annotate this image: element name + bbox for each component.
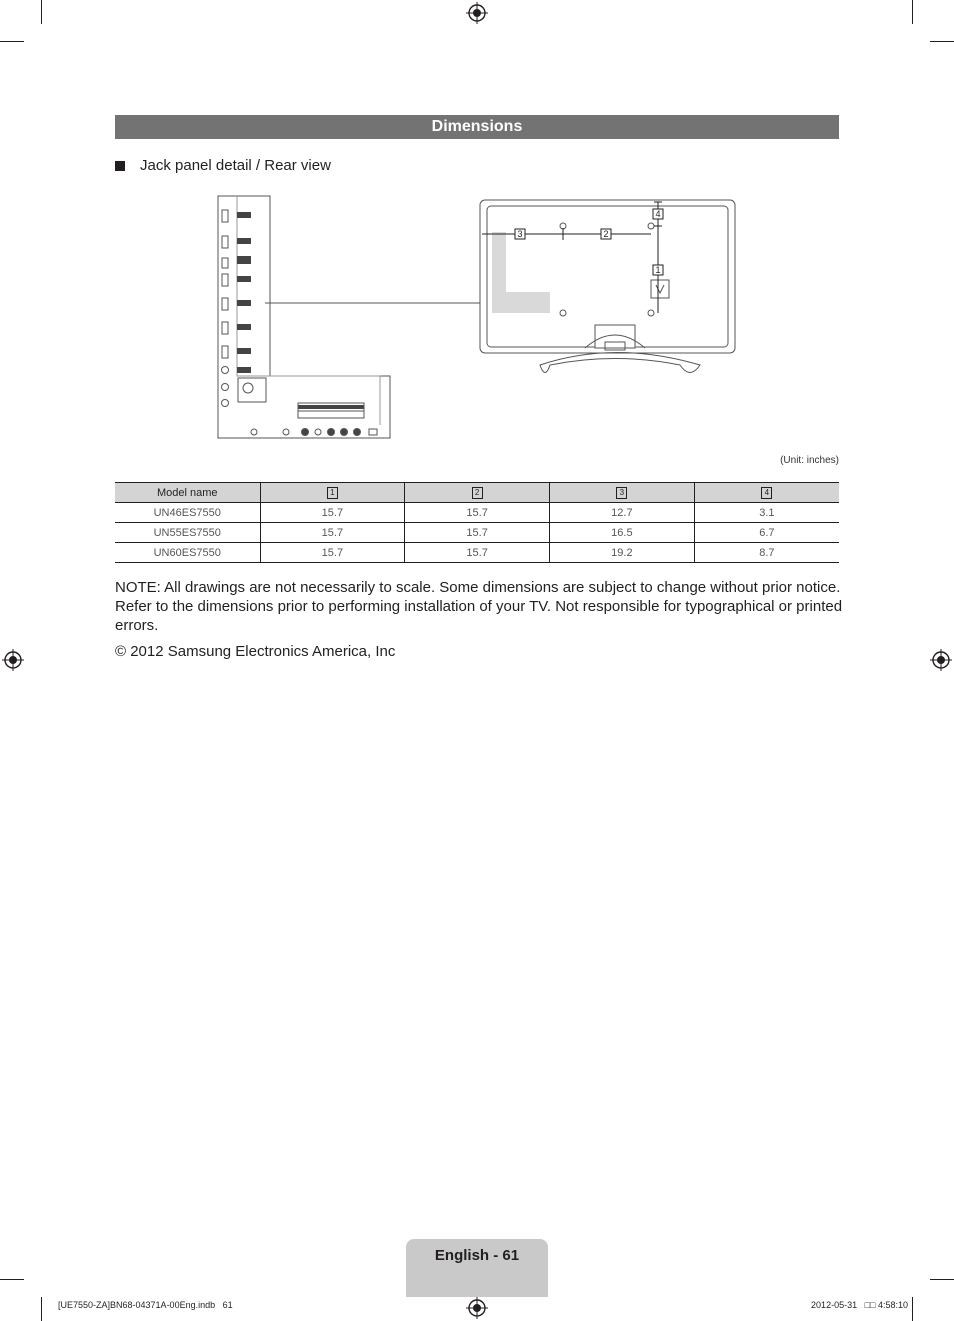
footer-date-info: 2012-05-31 □□ 4:58:10: [811, 1300, 908, 1310]
model-cell: UN46ES7550: [153, 506, 221, 519]
page-number-tab: [406, 1239, 548, 1297]
crop-mark: [0, 41, 24, 42]
note-text: : All drawings are not necessarily to scale. Some dimensions are subject to change without prior notice. Refer to the dimensions prior to performing installation of your TV. Not responsible for typographical or printed errors.: [115, 579, 843, 634]
table-row: [115, 503, 839, 523]
value-cell: 15.7: [405, 543, 550, 563]
jack-panel-drawing: [218, 196, 390, 438]
value-cell: 16.5: [550, 523, 695, 543]
value-cell: 15.7: [260, 543, 405, 563]
value-cell: 15.7: [405, 503, 550, 523]
column-header: 4: [761, 487, 772, 499]
crop-mark: [41, 1297, 42, 1321]
model-cell: UN60ES7550: [153, 546, 221, 559]
callout-2: 2: [603, 229, 609, 239]
column-header: 3: [616, 487, 627, 499]
subheading-row: [115, 157, 331, 174]
registration-mark-icon: [466, 1297, 488, 1319]
callout-3: 3: [517, 229, 523, 239]
footer-file-info: [UE7550-ZA]BN68-04371A-00Eng.indb 61: [58, 1300, 233, 1310]
callout-1: 1: [655, 265, 661, 275]
tv-rear-drawing: [480, 200, 735, 373]
registration-mark-icon: [2, 649, 24, 671]
unit-note: (Unit: inches): [780, 455, 839, 466]
dimensions-table: [115, 482, 839, 563]
value-cell: 19.2: [550, 543, 695, 563]
registration-mark-icon: [930, 649, 952, 671]
table-row: [115, 523, 839, 543]
crop-mark: [912, 0, 913, 24]
square-bullet-icon: [115, 161, 125, 171]
value-cell: 3.1: [694, 503, 839, 523]
model-cell: UN55ES7550: [153, 526, 221, 539]
table-row: [115, 543, 839, 563]
table-header-row: [115, 483, 839, 503]
column-header: 1: [327, 487, 338, 499]
crop-mark: [912, 1297, 913, 1321]
crop-mark: [930, 1279, 954, 1280]
column-header: 2: [472, 487, 483, 499]
note-paragraph: [115, 578, 845, 635]
value-cell: 15.7: [405, 523, 550, 543]
value-cell: 6.7: [694, 523, 839, 543]
value-cell: 15.7: [260, 523, 405, 543]
section-header: [115, 115, 839, 139]
value-cell: 8.7: [694, 543, 839, 563]
crop-mark: [0, 1279, 24, 1280]
value-cell: 12.7: [550, 503, 695, 523]
copyright-text: © 2012 Samsung Electronics America, Inc: [115, 643, 396, 660]
callout-4: 4: [655, 209, 661, 219]
note-label: NOTE: [115, 579, 157, 596]
page-label: English - 61: [434, 1247, 520, 1264]
subheading: Jack panel detail / Rear view: [140, 157, 331, 174]
rear-view-diagram: [210, 190, 750, 445]
section-title: Dimensions: [431, 118, 523, 135]
registration-mark-icon: [466, 2, 488, 24]
value-cell: 15.7: [260, 503, 405, 523]
crop-mark: [930, 41, 954, 42]
model-name-header: Model name: [156, 486, 218, 499]
crop-mark: [41, 0, 42, 24]
